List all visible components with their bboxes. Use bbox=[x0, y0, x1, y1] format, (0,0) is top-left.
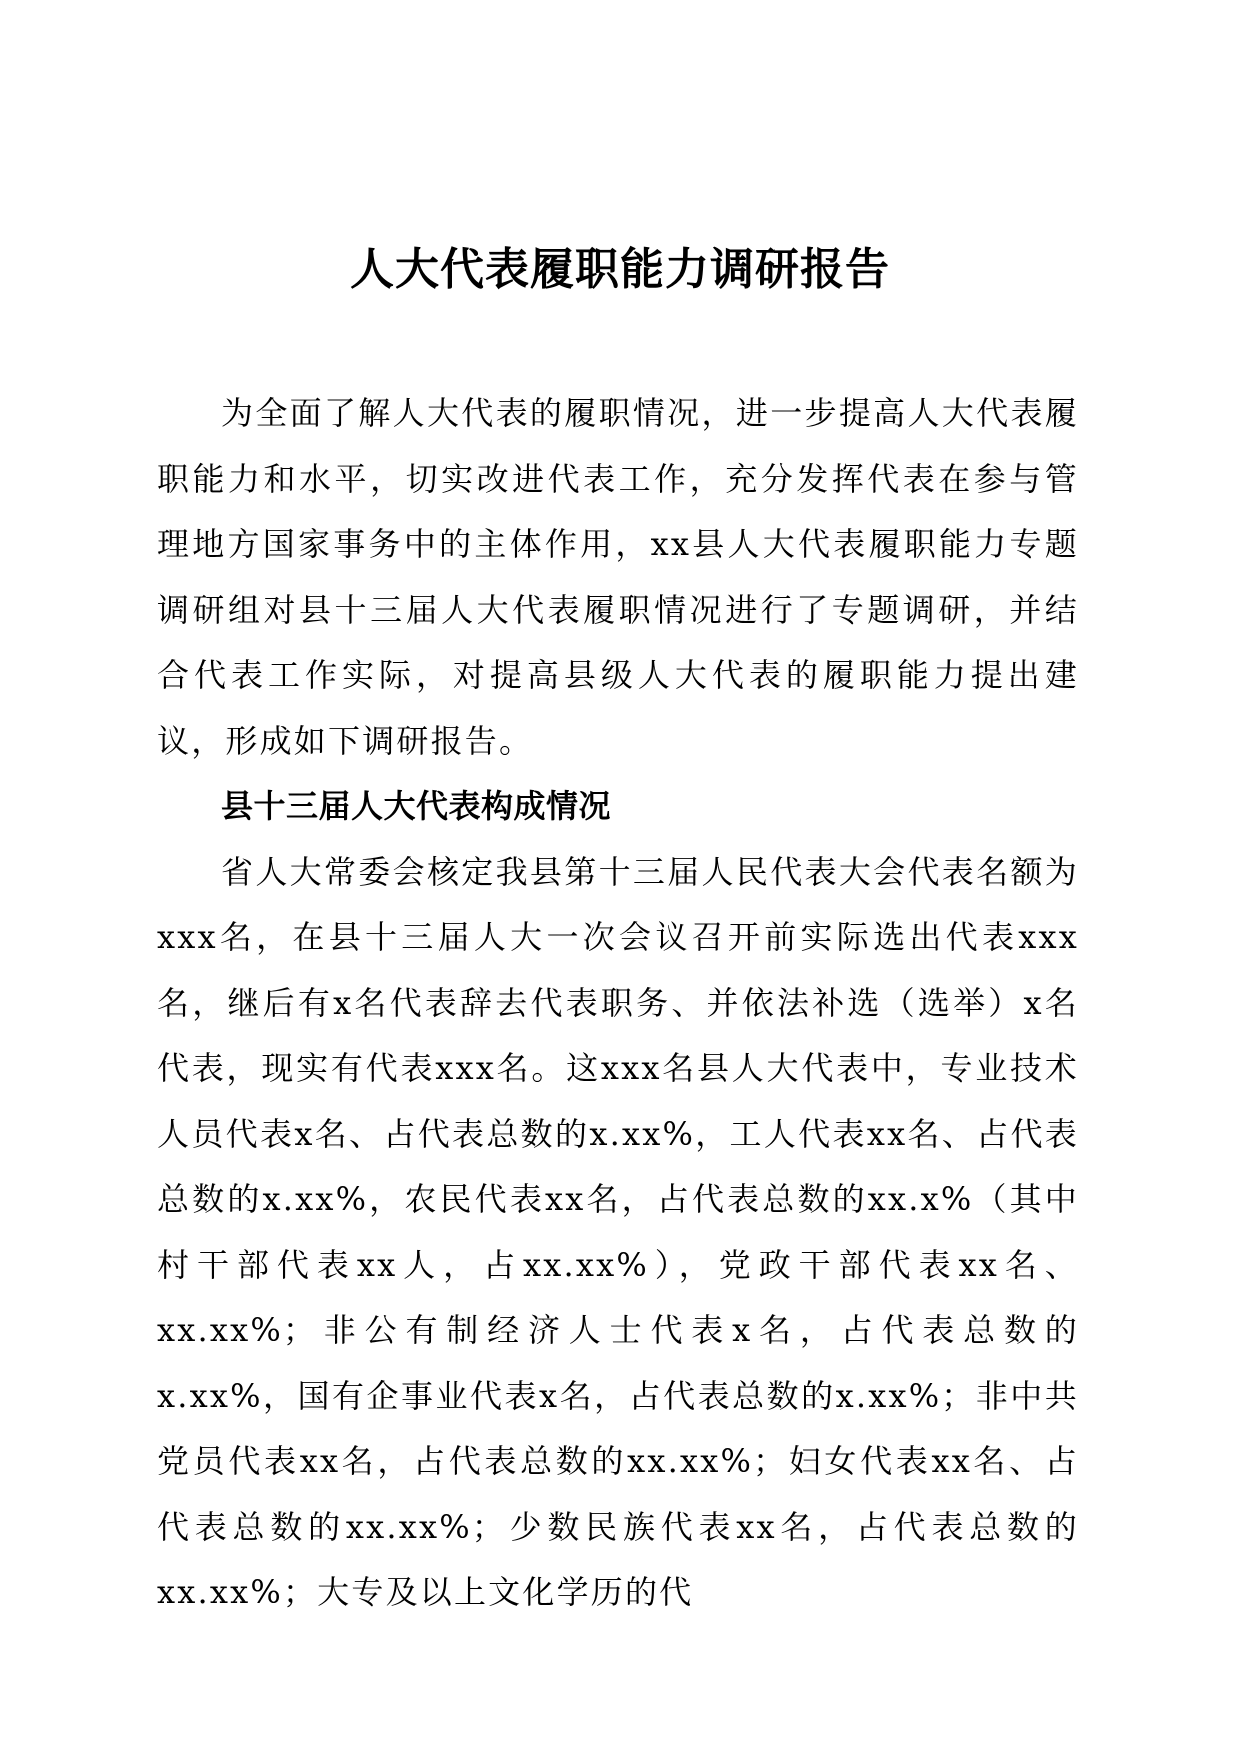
section-heading: 县十三届人大代表构成情况 bbox=[221, 787, 612, 825]
document-body bbox=[157, 381, 1079, 1626]
document-title: 人大代表履职能力调研报告 bbox=[350, 244, 890, 295]
section-paragraph: 省人大常委会核定我县第十三届人民代表大会代表名额为xxx名，在县十三届人大一次会议召开前实际选出代表xxx名，继后有x名代表辞去代表职务、并依法补选（选举）x名代表，现实有代表xxx名。这xxx名县人大代表中，专业技术人员代表x名、占代表总数的x.xx%，工人代表xx名、占代表总数的x.xx%，农民代表xx名，占代表总数的xx.x%（其中村干部代表xx人，占xx.xx%），党政干部代表xx名、xx.xx%；非公有制经济人士代表x名，占代表总数的x.xx%，国有企事业代表x名，占代表总数的x.xx%；非中共党员代表xx名，占代表总数的xx.xx%；妇女代表xx名、占代表总数的xx.xx%；少数民族代表xx名，占代表总数的xx.xx%；大专及以上文化学历的代 bbox=[157, 852, 1079, 1611]
intro-paragraph: 为全面了解人大代表的履职情况，进一步提高人大代表履职能力和水平，切实改进代表工作，充分发挥代表在参与管理地方国家事务中的主体作用，xx县人大代表履职能力专题调研组对县十三届人大代表履职情况进行了专题调研，并结合代表工作实际，对提高县级人大代表的履职能力提出建议，形成如下调研报告。 bbox=[157, 394, 1079, 760]
